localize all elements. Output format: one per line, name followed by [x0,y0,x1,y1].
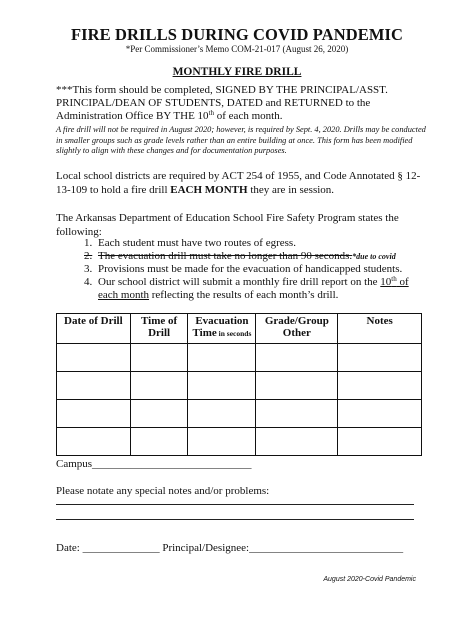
document-subtitle: *Per Commissioner’s Memo COM-21-017 (August 26, 2020) [125,44,349,54]
table-cell[interactable] [338,400,422,428]
header-notes: Notes [338,314,422,344]
table-cell[interactable] [188,400,256,428]
table-cell[interactable] [57,428,131,456]
table-cell[interactable] [130,372,188,400]
header-date-of-drill: Date of Drill [57,314,131,344]
list-item: 4. Our school district will submit a monthly fire drill report on the 10th of each month reflecting the results of each month’s drill. [84,275,409,301]
table-cell[interactable] [57,400,131,428]
table-cell[interactable] [256,372,338,400]
table-cell[interactable] [256,344,338,372]
table-row [57,372,422,400]
list-item: 1. Each student must have two routes of egress. [84,237,296,249]
table-cell[interactable] [256,400,338,428]
table-cell[interactable] [57,344,131,372]
table-cell[interactable] [130,400,188,428]
program-paragraph: The Arkansas Department of Education School Fire Safety Program states the following: [56,212,399,238]
instruction-text: ***This form should be completed, SIGNED BY THE PRINCIPAL/ASST. PRINCIPAL/DEAN OF STUDENTS, DATED and RETURNED to the Administration Office BY THE 10th of each month. [56,84,388,122]
section-title: MONTHLY FIRE DRILL [172,66,302,78]
table-cell[interactable] [188,428,256,456]
requirement-paragraph: Local school districts are required by ACT 254 of 1955, and Code Annotated § 12-13-109 to hold a fire drill EACH MONTH they are in session. [56,170,421,196]
notes-prompt: Please notate any special notes and/or problems: [56,485,270,497]
list-item: 3. Provisions must be made for the evacuation of handicapped students. [84,263,403,275]
table-cell[interactable] [256,428,338,456]
italic-note: A fire drill will not be required in August 2020; however, is required by Sept. 4, 2020. Drills may be conducted in smaller groups such as grade levels rather than an entire building at once. This form has been modified slightly to align with these changes and for documentation purposes. [56,125,426,156]
document-title: FIRE DRILLS DURING COVID PANDEMIC [70,25,404,44]
list-item: 2. The evacuation drill must take no longer than 90 seconds.*due to covid [84,250,396,262]
table-row [57,428,422,456]
header-evacuation-time: Evacuation Time in seconds [188,314,256,344]
table-cell[interactable] [57,372,131,400]
header-time-of-drill: Time of Drill [130,314,188,344]
table-header-row [57,314,422,344]
table-cell[interactable] [188,344,256,372]
table-cell[interactable] [130,428,188,456]
requirements-list [84,237,428,302]
notes-line-1[interactable] [56,504,414,505]
table-cell[interactable] [188,372,256,400]
header-grade-group: Grade/Group Other [256,314,338,344]
notes-line-2[interactable] [56,519,414,520]
table-cell[interactable] [338,428,422,456]
table-row [57,344,422,372]
table-cell[interactable] [338,372,422,400]
table-row [57,400,422,428]
date-signature-line[interactable]: Date: ______________ Principal/Designee:____________________________ [56,542,404,554]
table-cell[interactable] [130,344,188,372]
campus-field[interactable]: Campus_____________________________ [56,458,252,470]
table-cell[interactable] [338,344,422,372]
fire-drill-table [56,313,422,456]
footer-note: August 2020-Covid Pandemic [323,576,416,583]
